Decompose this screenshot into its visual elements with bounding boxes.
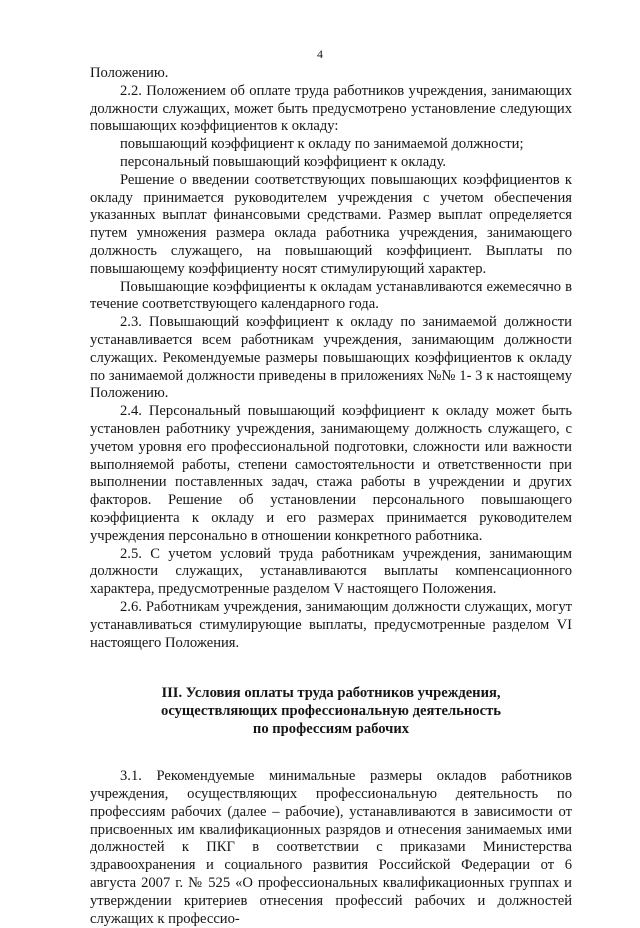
- paragraph-group-section-3: [90, 768, 572, 928]
- paragraph: Повышающие коэффициенты к окладам устанавливаются ежемесячно в течение соответствующего календарного года.: [90, 278, 572, 313]
- paragraph-group-section-2: [90, 65, 572, 652]
- page-number: 4: [317, 47, 323, 61]
- section-heading: [90, 684, 572, 738]
- section-heading-line: по профессиям рабочих: [252, 721, 410, 738]
- paragraph: 2.3. Повышающий коэффициент к окладу по занимаемой должности устанавливается всем работникам учреждения, занимающим должности служащих. Рекомендуемые размеры повышающих коэффициентов к окладу по занимаемой должности приведены в приложениях №№ 1- 3 к настоящему Положению.: [90, 314, 572, 402]
- section-heading-line: III. Условия оплаты труда работников учреждения,: [161, 685, 501, 702]
- paragraph: 3.1. Рекомендуемые минимальные размеры окладов работников учреждения, осуществляющих профессиональную деятельность по профессиям рабочих (далее – рабочие), устанавливаются в зависимости от присвоенных им квалификационных разрядов и отнесения занимаемых ими должностей к ПКГ в соответствии с приказами Министерства здравоохранения и социального развития Российской Федерации от 6 августа 2007 г. № 525 «О профессиональных квалификационных группах и утверждении критериев отнесения профессий рабочих и должностей служащих к профессио-: [90, 768, 572, 927]
- paragraph: повышающий коэффициент к окладу по занимаемой должности;: [120, 136, 524, 153]
- section-heading-line: осуществляющих профессиональную деятельность: [161, 703, 501, 720]
- paragraph: Положению.: [90, 65, 169, 81]
- paragraph: 2.6. Работникам учреждения, занимающим должности служащих, могут устанавливаться стимулирующие выплаты, предусмотренные разделом VI настоящего Положения.: [90, 598, 572, 651]
- paragraph: 2.2. Положением об оплате труда работников учреждения, занимающих должности служащих, может быть предусмотрено установление следующих повышающих коэффициентов к окладу:: [90, 82, 572, 135]
- paragraph: 2.4. Персональный повышающий коэффициент к окладу может быть установлен работнику учреждения, занимающему должность служащего, с учетом уровня его профессиональной подготовки, сложности или важности выполняемой работы, степени самостоятельности и ответственности при выполнении поставленных задач, стажа работы в учреждении и других факторов. Решение об установлении персонального повышающего коэффициента к окладу и его размерах принимается руководителем учреждения персонально в отношении конкретного работника.: [90, 403, 572, 544]
- paragraph: 2.5. С учетом условий труда работникам учреждения, занимающим должности служащих, устанавливаются выплаты компенсационного характера, предусмотренные разделом V настоящего Положения.: [90, 545, 572, 598]
- document-body: [90, 65, 572, 928]
- paragraph: персональный повышающий коэффициент к окладу.: [120, 153, 447, 170]
- paragraph: Решение о введении соответствующих повышающих коэффициентов к окладу принимается руководителем учреждения с учетом обеспечения указанных выплат финансовыми средствами. Размер выплат определяется путем умножения размера оклада работника учреждения, занимающего должность служащего, на повышающий коэффициент. Выплаты по повышающему коэффициенту носят стимулирующий характер.: [90, 171, 572, 277]
